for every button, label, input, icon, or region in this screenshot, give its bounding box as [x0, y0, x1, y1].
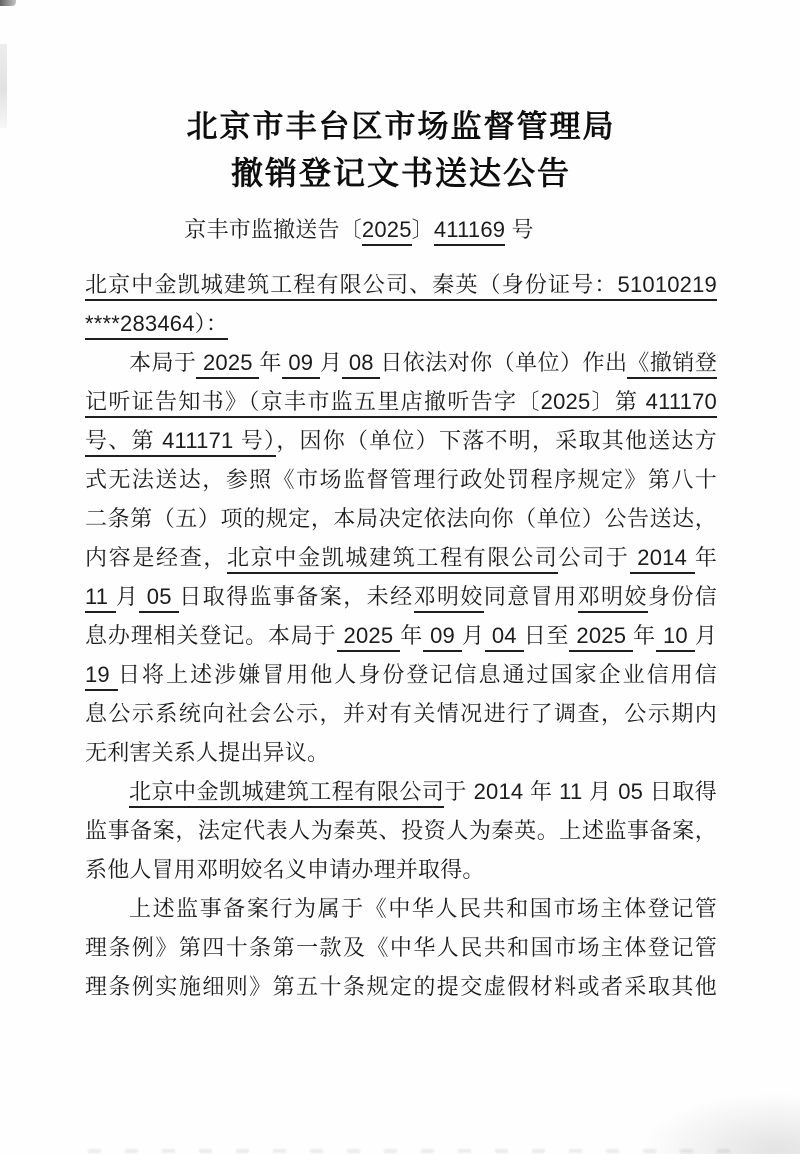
scan-artifact-edge — [0, 44, 7, 128]
underlined-text: 2025 — [196, 350, 259, 379]
text-segment: 月 — [461, 623, 485, 648]
text-segment: 京丰市监撤送告〔 — [184, 217, 362, 242]
text-segment: 息公示系统向社会公示，并对有关情况进行了调查，公示期内 — [85, 701, 717, 726]
text-segment: 公司于 — [558, 545, 630, 570]
text-line — [85, 421, 717, 460]
text-segment: 内容是经查， — [85, 545, 228, 570]
underlined-text: 2025 — [569, 623, 633, 652]
paragraph-facts — [85, 772, 717, 889]
paragraph-service-notice — [85, 343, 717, 772]
text-segment: 日至 — [523, 623, 570, 648]
underlined-text: 《撤销登 — [627, 350, 717, 379]
text-segment: 日将上述涉嫌冒用他人身份登记信息通过国家企业信用信 — [118, 662, 717, 687]
text-segment: ，因你（单位）下落不明，采取其他送达方 — [276, 428, 717, 453]
agency-name: 北京市丰台区市场监督管理局 — [186, 109, 616, 144]
text-line — [85, 304, 717, 343]
text-segment: 日取得监事备案，未经 — [179, 584, 414, 609]
text-segment: 同意冒用 — [483, 584, 578, 609]
doc-number — [43, 210, 675, 249]
notice-title: 撤销登记文书送达公告 — [230, 155, 571, 191]
scan-artifact-smudge — [640, 1092, 800, 1154]
underlined-text: 411169 — [434, 217, 505, 246]
text-line — [85, 850, 717, 889]
text-segment: 式无法送达，参照《市场监督管理行政处罚程序规定》第八十 — [85, 467, 717, 492]
text-line — [85, 538, 717, 577]
underlined-text: 北京中金凯城建筑工程有限公司、秦英（身份证号：51010219 — [85, 272, 717, 301]
underlined-text: 19 — [85, 662, 118, 691]
text-segment: 理条例》第四十条第一款及《中华人民共和国市场主体登记管 — [85, 935, 717, 960]
underlined-text: 记听证告知书》（京丰市监五里店撤听告字〔2025〕第 411170 — [85, 389, 717, 418]
underlined-text: 2025 — [337, 623, 401, 652]
text-segment: 〕 — [411, 217, 434, 242]
text-line — [85, 772, 717, 811]
text-line — [85, 577, 717, 616]
underlined-text: 09 — [282, 350, 320, 379]
addressee-block — [85, 265, 717, 343]
text-segment: 身份信 — [647, 584, 717, 609]
text-line — [85, 889, 717, 928]
text-line — [85, 460, 717, 499]
underlined-text: 北京中金凯城建筑工程有限公司 — [129, 779, 444, 808]
text-line — [85, 265, 717, 304]
text-line — [85, 616, 717, 655]
text-segment: 年 — [259, 350, 282, 375]
text-segment: 月 — [694, 623, 717, 648]
underlined-text: 11 — [85, 584, 116, 613]
underlined-text: 05 — [139, 584, 179, 613]
text-segment: 理条例实施细则》第五十条规定的提交虚假材料或者采取其他 — [85, 974, 717, 999]
text-segment: 二条第（五）项的规定，本局决定依法向你（单位）公告送达， — [85, 506, 717, 531]
text-segment: 于 2014 年 11 月 05 日取得 — [444, 779, 717, 804]
underlined-text: 邓明姣 — [578, 584, 648, 613]
text-segment: 年 — [694, 545, 717, 570]
text-line — [85, 733, 717, 772]
text-segment: 日依法对你（单位）作出 — [380, 350, 628, 375]
underlined-text: ****283464）： — [85, 311, 228, 340]
text-line — [85, 811, 717, 850]
text-line — [85, 928, 717, 967]
text-segment: 年 — [400, 623, 424, 648]
text-line — [85, 694, 717, 733]
underlined-text: 04 — [485, 623, 524, 652]
underlined-text: 08 — [342, 350, 380, 379]
text-segment: 号 — [505, 217, 534, 242]
text-segment: 上述监事备案行为属于《中华人民共和国市场主体登记管 — [129, 896, 717, 921]
underlined-text: 09 — [423, 623, 462, 652]
scan-artifact-corner — [0, 0, 16, 6]
text-segment: 月 — [115, 584, 140, 609]
underlined-text: 北京中金凯城建筑工程有限公司 — [227, 545, 558, 574]
text-segment: 月 — [319, 350, 343, 375]
text-line — [85, 967, 717, 1006]
text-segment: 监事备案，法定代表人为秦英、投资人为秦英。上述监事备案， — [85, 818, 717, 843]
underlined-text: 号、第 411171 号） — [85, 428, 276, 457]
underlined-text: 2014 — [630, 545, 695, 574]
text-segment: 本局于 — [129, 350, 197, 375]
text-segment: 年 — [633, 623, 656, 648]
text-segment: 无利害关系人提出异议。 — [85, 740, 330, 765]
text-line — [85, 655, 717, 694]
text-line — [85, 499, 717, 538]
underlined-text: 10 — [656, 623, 695, 652]
paragraph-legal-basis — [85, 889, 717, 1006]
underlined-text: 邓明姣 — [414, 584, 484, 613]
text-segment: 系他人冒用邓明姣名义申请办理并取得。 — [85, 857, 485, 882]
text-segment: 息办理相关登记。本局于 — [85, 623, 337, 648]
text-line — [43, 210, 675, 249]
text-line — [85, 382, 717, 421]
text-line — [85, 343, 717, 382]
underlined-text: 2025 — [362, 217, 412, 246]
scan-artifact-next-page-ghost — [88, 1149, 750, 1153]
